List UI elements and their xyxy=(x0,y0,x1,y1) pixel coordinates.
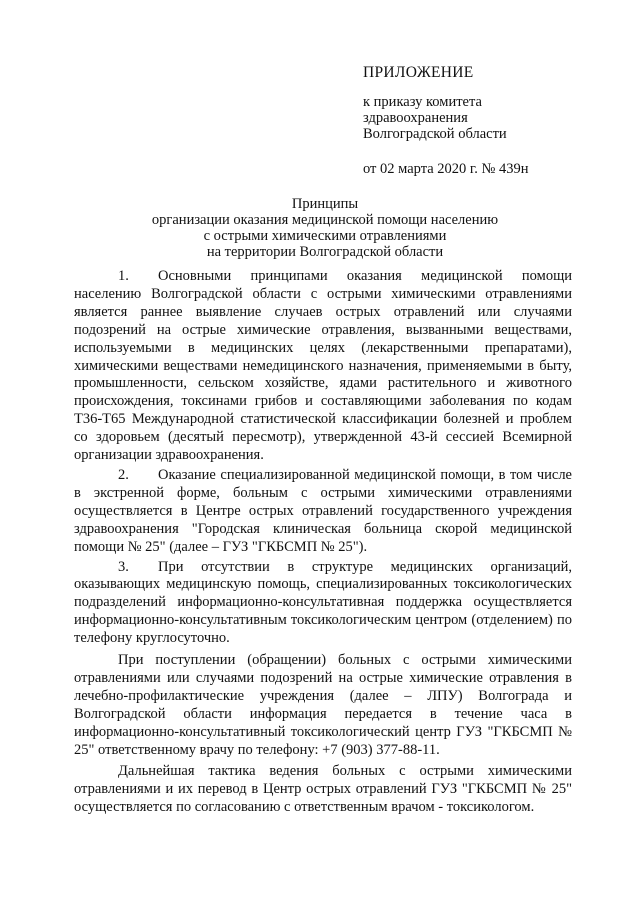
paragraph-1-text: Основными принципами оказания медицинской помощи населению Волгоградской области с острыми химическими отравлениями является раннее выявление случаев острых отравлений или случаями подозрений на острые химические отравления, вызванными веществами, используемыми в медицинских целях (лекарственными препаратами), химическими веществами немедицинского назначения, применяемыми в быту, промышленности, сельском хозяйстве, ядами растительного и животного происхождения, токсинами грибов и составляющими заболевания по кодам Т36-Т65 Международной статистической классификации болезней и проблем со здоровьем (десятый пересмотр), утвержденной 43-й сессией Всемирной организации здравоохранения. xyxy=(74,268,572,464)
document-title-line-4: на территории Волгоградской области xyxy=(206,244,444,260)
paragraph-4: При поступлении (обращении) больных с острыми химическими отравлениями или случаями подозрений на острые химические отравления в лечебно-профилактические учреждения (далее – ЛПУ) Волгограда и Волгоградской области информация передается в течение часа в информационно-консультативный токсикологический центр ГУЗ "ГКБСМП № 25" ответственному врачу по телефону: +7 (903) 377-88-11. xyxy=(74,652,572,758)
paragraph-2-number: 2. xyxy=(118,466,129,483)
order-reference-line-2: здравоохранения xyxy=(363,110,468,126)
paragraph-3 xyxy=(74,559,572,649)
appendix-title: ПРИЛОЖЕНИЕ xyxy=(363,64,474,81)
order-date: от 02 марта 2020 г. № 439н xyxy=(363,161,529,177)
document-title-line-2: организации оказания медицинской помощи населению xyxy=(151,212,499,228)
document-title xyxy=(60,196,590,260)
order-reference-line-3: Волгоградской области xyxy=(363,126,507,142)
paragraph-3-text: При отсутствии в структуре медицинских организаций, оказывающих медицинскую помощь, специализированных токсикологических подразделений информационно-консультативная поддержка осуществляется информационно-консультативным токсикологическим центром (отделением) по телефону круглосуточно. xyxy=(74,558,572,647)
document-body xyxy=(74,268,572,819)
paragraph-1-number: 1. xyxy=(118,268,129,284)
paragraph-1 xyxy=(74,268,572,465)
document-title-line-1: Принципы xyxy=(291,196,359,212)
document-title-line-3: с острыми химическими отравлениями xyxy=(203,228,447,244)
order-reference-line-1: к приказу комитета xyxy=(363,94,482,110)
paragraph-3-number: 3. xyxy=(118,558,129,575)
paragraph-5: Дальнейшая тактика ведения больных с острыми химическими отравлениями и их перевод в Центр острых отравлений ГУЗ "ГКБСМП № 25" осуществляется по согласованию с ответственным врачом - токсикологом. xyxy=(74,763,572,816)
paragraph-2-text: Оказание специализированной медицинской помощи, в том числе в экстренной форме, больным с острыми химическими отравлениями осуществляется в Центре острых отравлений государственного учреждения здравоохранения "Городская клиническая больница скорой медицинской помощи № 25" (далее – ГУЗ "ГКБСМП № 25"). xyxy=(74,466,572,555)
appendix-header xyxy=(363,64,613,178)
paragraph-2 xyxy=(74,467,572,557)
